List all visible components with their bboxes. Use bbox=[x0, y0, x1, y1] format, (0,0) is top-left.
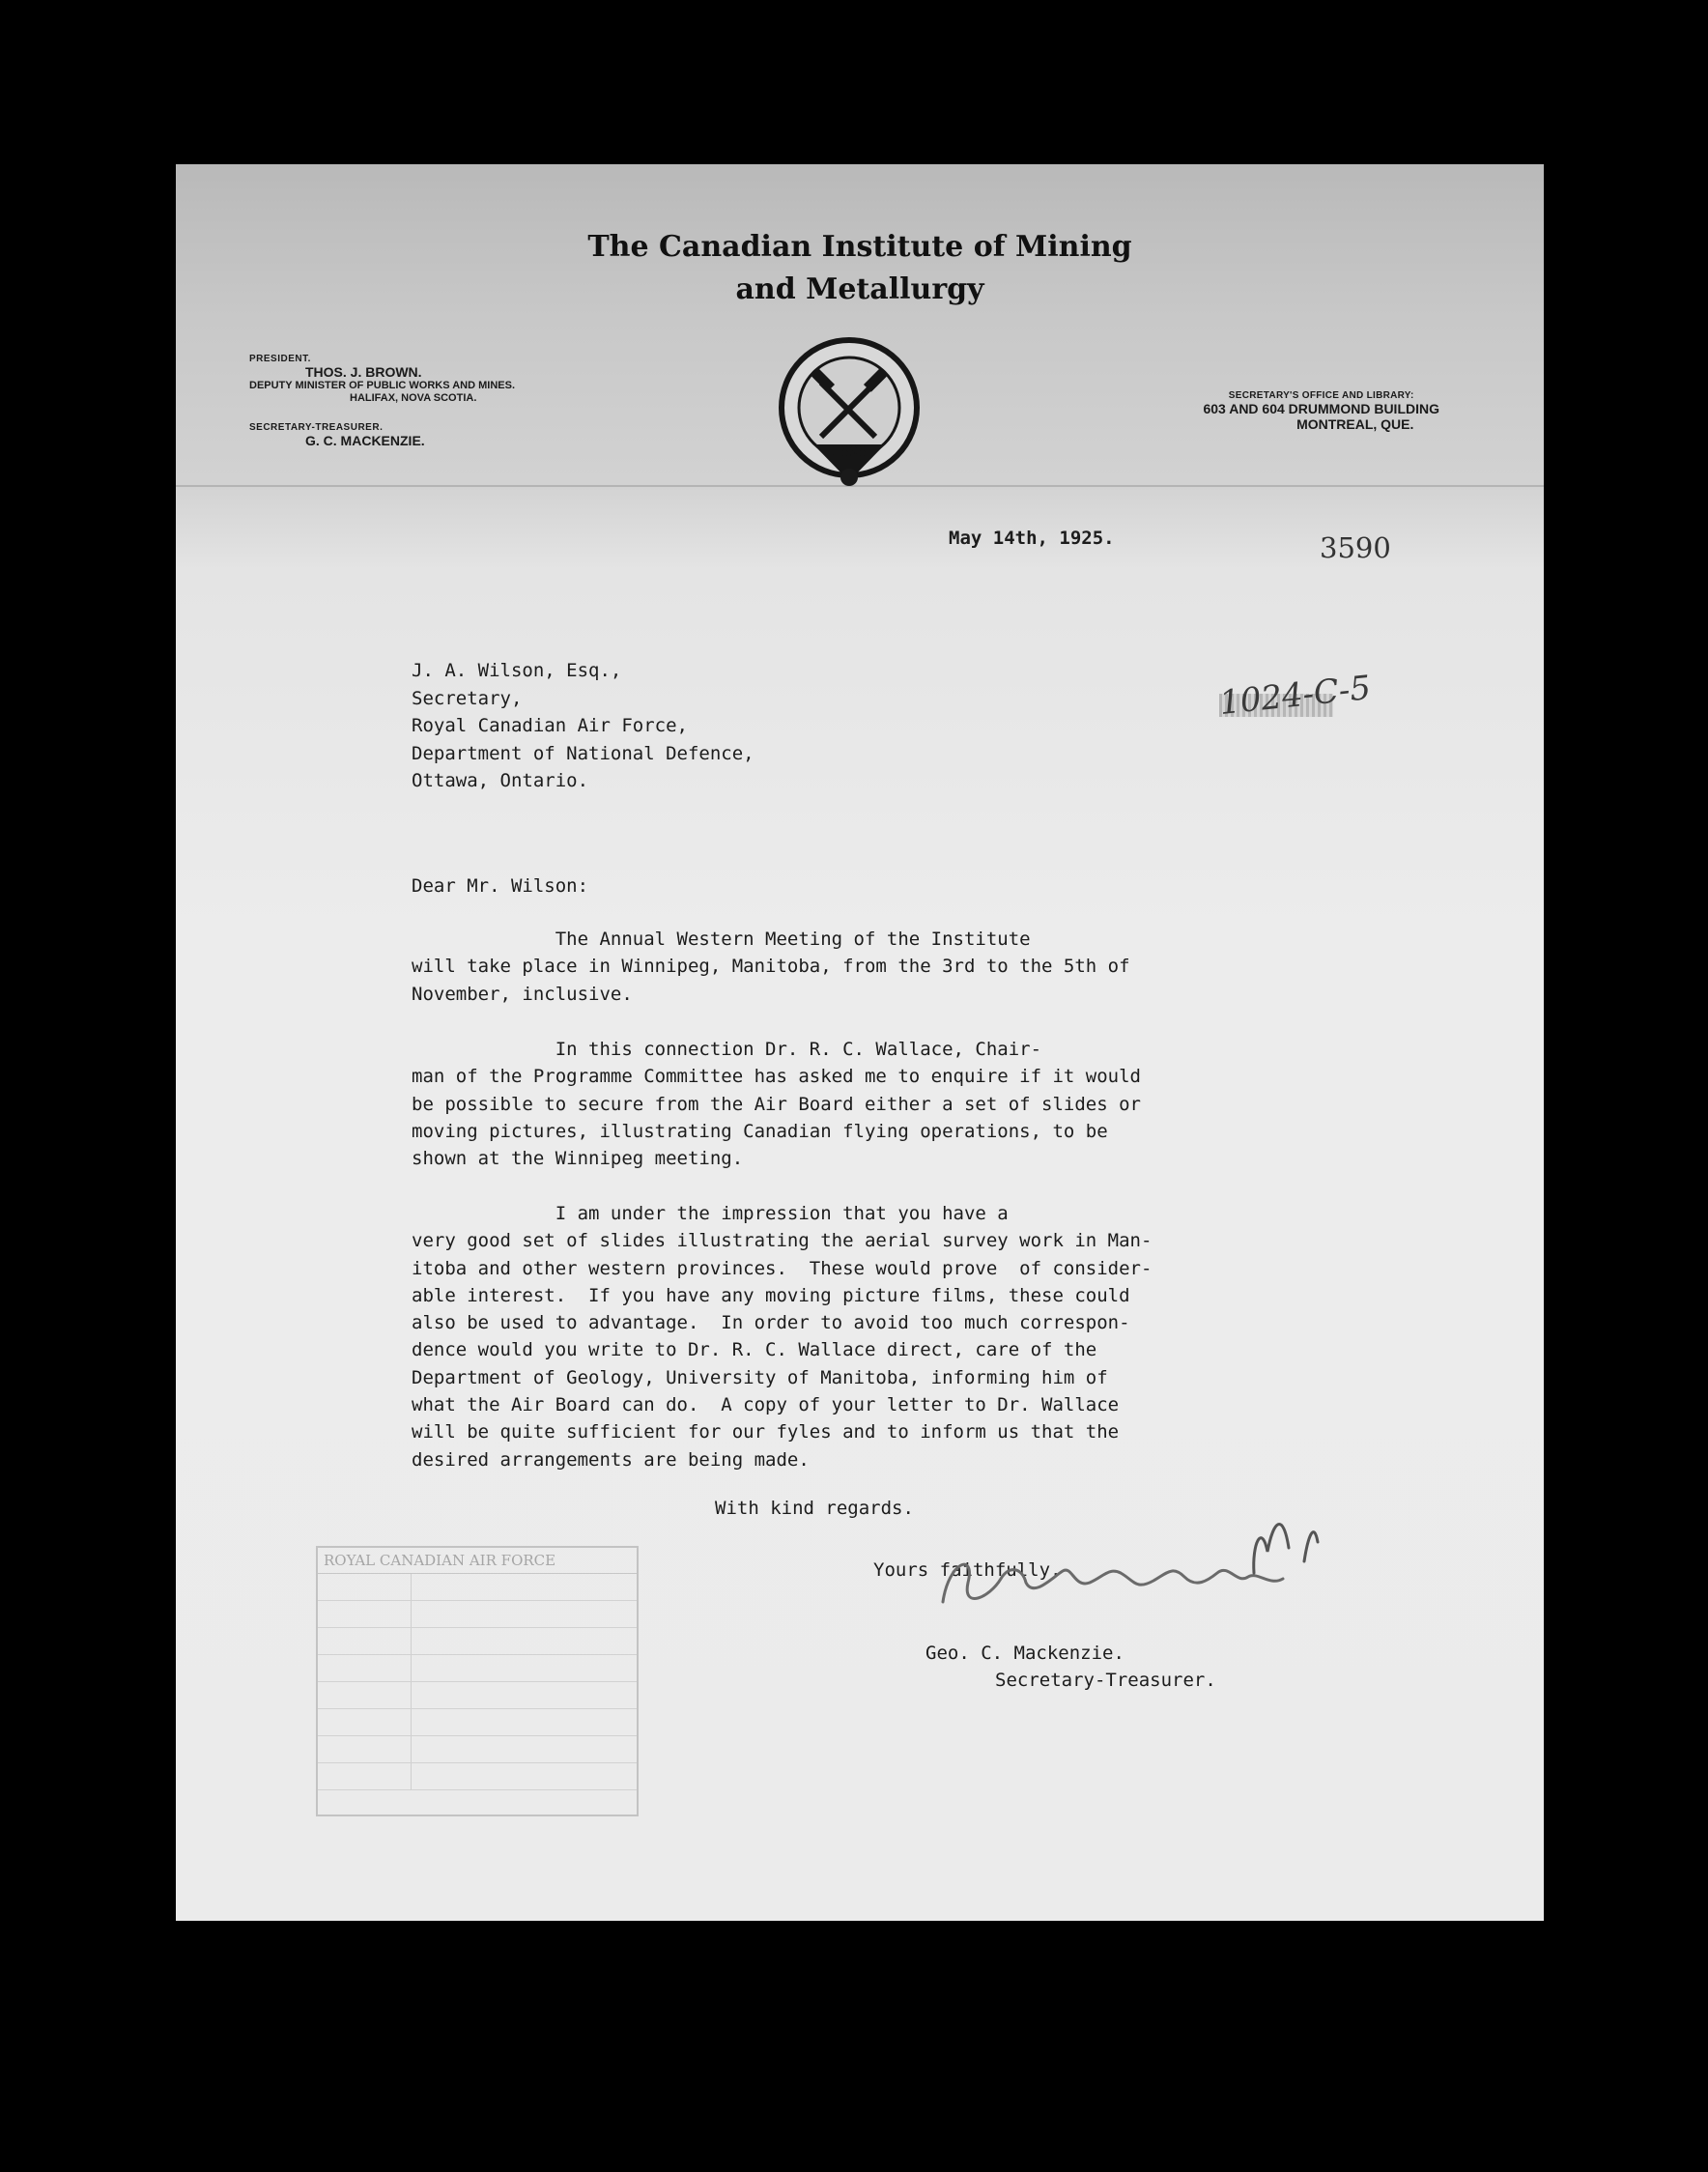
recipient-line: J. A. Wilson, Esq., bbox=[412, 660, 622, 681]
registry-row bbox=[318, 1709, 637, 1736]
registry-row bbox=[318, 1574, 637, 1601]
office-address-block bbox=[1203, 390, 1439, 432]
body-line: I am under the impression that you have a bbox=[412, 1203, 1009, 1224]
document-number: 3590 bbox=[1320, 531, 1391, 564]
registry-row bbox=[318, 1763, 637, 1790]
body-line: man of the Programme Committee has asked me to enquire if it would bbox=[412, 1066, 1141, 1088]
president-name: THOS. J. BROWN. bbox=[305, 364, 422, 380]
body-line: shown at the Winnipeg meeting. bbox=[412, 1148, 744, 1170]
body-line: Department of Geology, University of Manitoba, informing him of bbox=[412, 1366, 1108, 1388]
recipient-line: Secretary, bbox=[412, 687, 523, 709]
body-line: The Annual Western Meeting of the Institute bbox=[412, 929, 1031, 950]
secretary-label: SECRETARY-TREASURER. bbox=[249, 422, 384, 433]
recipient-line: Department of National Defence, bbox=[412, 742, 754, 764]
body-line: desired arrangements are being made. bbox=[412, 1448, 810, 1471]
registry-row bbox=[318, 1601, 637, 1628]
institute-name-line1: The Canadian Institute of Mining bbox=[587, 230, 1132, 264]
body-line: also be used to advantage. In order to avoid too much correspon- bbox=[412, 1312, 1130, 1334]
registry-row bbox=[318, 1628, 637, 1655]
president-label: PRESIDENT. bbox=[249, 354, 311, 364]
closing: With kind regards. bbox=[715, 1498, 914, 1519]
signer-title: Secretary-Treasurer. bbox=[995, 1670, 1216, 1691]
signer-name: Geo. C. Mackenzie. bbox=[925, 1643, 1124, 1664]
valediction: Yours faithfully, bbox=[873, 1559, 1062, 1581]
registry-row bbox=[318, 1736, 637, 1763]
body-line: what the Air Board can do. A copy of your letter to Dr. Wallace bbox=[412, 1394, 1120, 1416]
officers-block bbox=[249, 354, 515, 448]
recipient-line: Ottawa, Ontario. bbox=[412, 770, 589, 791]
handwritten-signature bbox=[929, 1494, 1335, 1639]
institute-seal-icon bbox=[775, 336, 924, 495]
body-line: will take place in Winnipeg, Manitoba, from the 3rd to the 5th of bbox=[412, 956, 1130, 978]
institute-name-line2: and Metallurgy bbox=[735, 272, 984, 306]
body-line: itoba and other western provinces. These would prove of consider- bbox=[412, 1257, 1153, 1279]
secretary-name: G. C. MACKENZIE. bbox=[305, 433, 425, 448]
body-line: will be quite sufficient for our fyles and to inform us that the bbox=[412, 1421, 1120, 1443]
recipient-address bbox=[412, 657, 754, 795]
president-location: HALIFAX, NOVA SCOTIA. bbox=[350, 392, 477, 404]
file-number: 1024-C-5 bbox=[1217, 668, 1373, 724]
institute-name bbox=[176, 226, 1544, 311]
body-line: be possible to secure from the Air Board either a set of slides or bbox=[412, 1093, 1141, 1115]
paragraph-3 bbox=[412, 1200, 1339, 1473]
office-city: MONTREAL, QUE. bbox=[1296, 416, 1414, 432]
body-line: very good set of slides illustrating the aerial survey work in Man- bbox=[412, 1230, 1153, 1252]
office-label: SECRETARY'S OFFICE AND LIBRARY: bbox=[1228, 390, 1414, 401]
body-line: In this connection Dr. R. C. Wallace, Chair- bbox=[412, 1039, 1042, 1060]
president-title: DEPUTY MINISTER OF PUBLIC WORKS AND MINES. bbox=[249, 380, 516, 391]
letter-date: May 14th, 1925. bbox=[949, 528, 1115, 549]
seal-year: 1898 bbox=[831, 445, 868, 460]
registry-stamp-title: ROYAL CANADIAN AIR FORCE bbox=[318, 1548, 637, 1574]
body-line: dence would you write to Dr. R. C. Wallace direct, care of the bbox=[412, 1339, 1097, 1361]
body-line: able interest. If you have any moving picture films, these could bbox=[412, 1284, 1130, 1306]
paragraph-1 bbox=[412, 926, 1339, 1008]
recipient-line: Royal Canadian Air Force, bbox=[412, 715, 688, 736]
office-address: 603 AND 604 DRUMMOND BUILDING bbox=[1203, 401, 1439, 416]
body-line: moving pictures, illustrating Canadian flying operations, to be bbox=[412, 1120, 1108, 1142]
body-line: November, inclusive. bbox=[412, 983, 633, 1005]
registry-stamp bbox=[316, 1546, 639, 1816]
paragraph-2 bbox=[412, 1036, 1339, 1172]
registry-row bbox=[318, 1655, 637, 1682]
registry-row bbox=[318, 1682, 637, 1709]
salutation: Dear Mr. Wilson: bbox=[412, 875, 589, 897]
letter-page bbox=[176, 164, 1544, 1921]
